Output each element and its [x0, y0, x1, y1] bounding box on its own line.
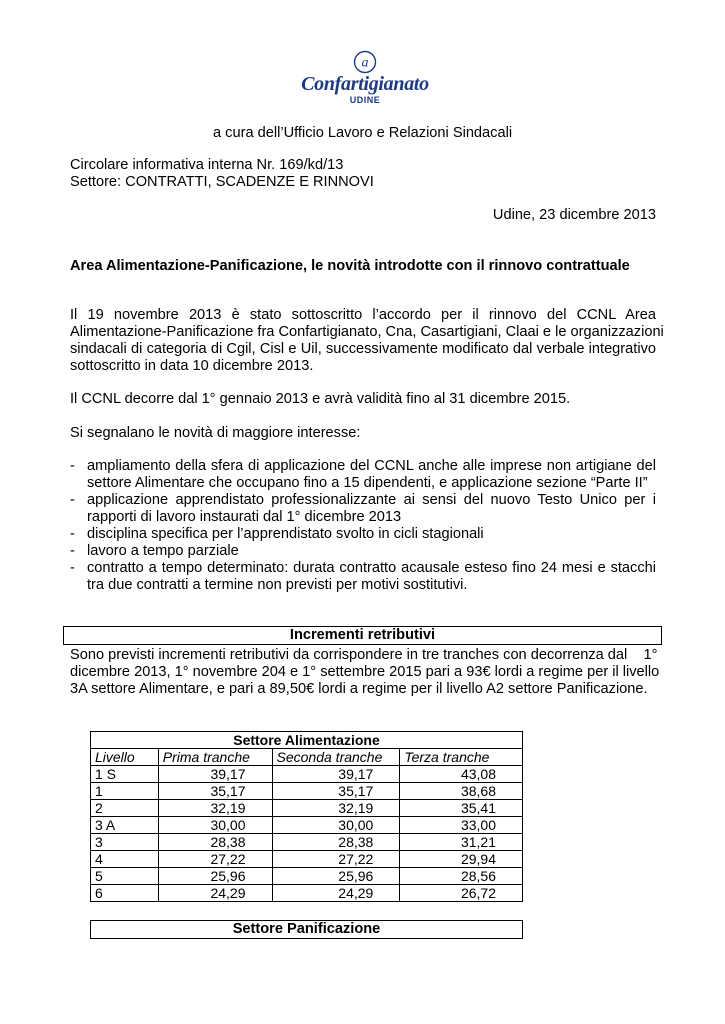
table-row: [91, 766, 523, 783]
office-line: a cura dell’Ufficio Lavoro e Relazioni Sindacali: [213, 125, 513, 141]
intro-line-2: Alimentazione-Panificazione fra Confartigianato, Cna, Casartigiani, Claai e le organizzazioni: [70, 324, 664, 340]
table-row: [91, 885, 523, 902]
bullet-text: contratto a tempo determinato: durata contratto acausale esteso fino 24 mesi e stacchi: [87, 560, 656, 576]
column-header: Prima tranche: [158, 749, 272, 766]
logo-city: UDINE: [349, 95, 381, 105]
svg-text:a: a: [361, 55, 369, 71]
intro-line-3: sindacali di categoria di Cgil, Cisl e Uil, successivamente modificato dal verbale integrativo: [70, 341, 656, 357]
logo-name: Confartigianato: [301, 73, 429, 95]
level-cell: 3 A: [91, 817, 159, 834]
value-cell: 24,29: [272, 885, 400, 902]
value-cell: 35,41: [400, 800, 523, 817]
value-cell: 24,29: [158, 885, 272, 902]
value-cell: 32,19: [158, 800, 272, 817]
table-row: [91, 834, 523, 851]
increments-heading: Incrementi retributivi: [63, 626, 662, 645]
intro-line-4: sottoscritto in data 10 dicembre 2013.: [70, 358, 314, 374]
level-cell: 2: [91, 800, 159, 817]
value-cell: 35,17: [272, 783, 400, 800]
confartigianato-logo: [290, 50, 440, 122]
level-cell: 5: [91, 868, 159, 885]
alimentazione-table: [90, 731, 523, 902]
value-cell: 28,56: [400, 868, 523, 885]
value-cell: 33,00: [400, 817, 523, 834]
table-row: [91, 868, 523, 885]
value-cell: 26,72: [400, 885, 523, 902]
value-cell: 35,17: [158, 783, 272, 800]
table-row: [91, 817, 523, 834]
increments-line-2: dicembre 2013, 1° novembre 204 e 1° settembre 2015 pari a 93€ lordi a regime per il livello: [70, 664, 660, 680]
level-cell: 6: [91, 885, 159, 902]
level-cell: 3: [91, 834, 159, 851]
value-cell: 25,96: [158, 868, 272, 885]
bullet-dash: -: [70, 543, 75, 559]
document-title: Area Alimentazione-Panificazione, le novità introdotte con il rinnovo contrattuale: [70, 258, 630, 274]
circular-sector: Settore: CONTRATTI, SCADENZE E RINNOVI: [70, 174, 374, 190]
bullet-text: disciplina specifica per l’apprendistato svolto in cicli stagionali: [87, 526, 484, 542]
value-cell: 30,00: [158, 817, 272, 834]
bullet-text: rapporti di lavoro instaurati dal 1° dicembre 2013: [87, 509, 402, 525]
value-cell: 38,68: [400, 783, 523, 800]
column-header: Seconda tranche: [272, 749, 400, 766]
level-cell: 4: [91, 851, 159, 868]
column-header: Livello: [91, 749, 159, 766]
bullet-text: ampliamento della sfera di applicazione del CCNL anche alle imprese non artigiane del: [87, 458, 656, 474]
value-cell: 28,38: [158, 834, 272, 851]
value-cell: 29,94: [400, 851, 523, 868]
column-header: Terza tranche: [400, 749, 523, 766]
increments-line-3: 3A settore Alimentare, e pari a 89,50€ lordi a regime per il livello A2 settore Panificazione.: [70, 681, 648, 697]
panificazione-table-title: Settore Panificazione: [90, 920, 523, 939]
value-cell: 43,08: [400, 766, 523, 783]
value-cell: 27,22: [272, 851, 400, 868]
level-cell: 1: [91, 783, 159, 800]
table-header-row: [91, 749, 523, 766]
bullet-text: settore Alimentare che occupano fino a 15 dipendenti, e applicazione sezione “Parte II”: [87, 475, 648, 491]
value-cell: 39,17: [272, 766, 400, 783]
value-cell: 28,38: [272, 834, 400, 851]
bullet-dash: -: [70, 492, 75, 508]
novelties-intro: Si segnalano le novità di maggiore interesse:: [70, 425, 361, 441]
value-cell: 31,21: [400, 834, 523, 851]
bullet-dash: -: [70, 526, 75, 542]
bullet-dash: -: [70, 560, 75, 576]
table-row: [91, 851, 523, 868]
level-cell: 1 S: [91, 766, 159, 783]
table-title: Settore Alimentazione: [91, 732, 523, 749]
value-cell: 32,19: [272, 800, 400, 817]
increments-line-1: Sono previsti incrementi retributivi da corrispondere in tre tranches con decorrenza dal 1°: [70, 647, 658, 663]
validity-text: Il CCNL decorre dal 1° gennaio 2013 e avrà validità fino al 31 dicembre 2015.: [70, 391, 571, 407]
table-row: [91, 800, 523, 817]
value-cell: 27,22: [158, 851, 272, 868]
bullet-text: tra due contratti a termine non previsti per motivi sostitutivi.: [87, 577, 468, 593]
value-cell: 39,17: [158, 766, 272, 783]
bullet-text: lavoro a tempo parziale: [87, 543, 239, 559]
value-cell: 25,96: [272, 868, 400, 885]
document-date: Udine, 23 dicembre 2013: [492, 207, 656, 223]
value-cell: 30,00: [272, 817, 400, 834]
bullet-text: applicazione apprendistato professionalizzante ai sensi del nuovo Testo Unico per i: [87, 492, 656, 508]
table-row: [91, 783, 523, 800]
intro-line-1: Il 19 novembre 2013 è stato sottoscritto l’accordo per il rinnovo del CCNL Area: [70, 307, 656, 323]
bullet-dash: -: [70, 458, 75, 474]
circular-number: Circolare informativa interna Nr. 169/kd/13: [70, 157, 344, 173]
logo-emblem-icon: [353, 50, 377, 74]
